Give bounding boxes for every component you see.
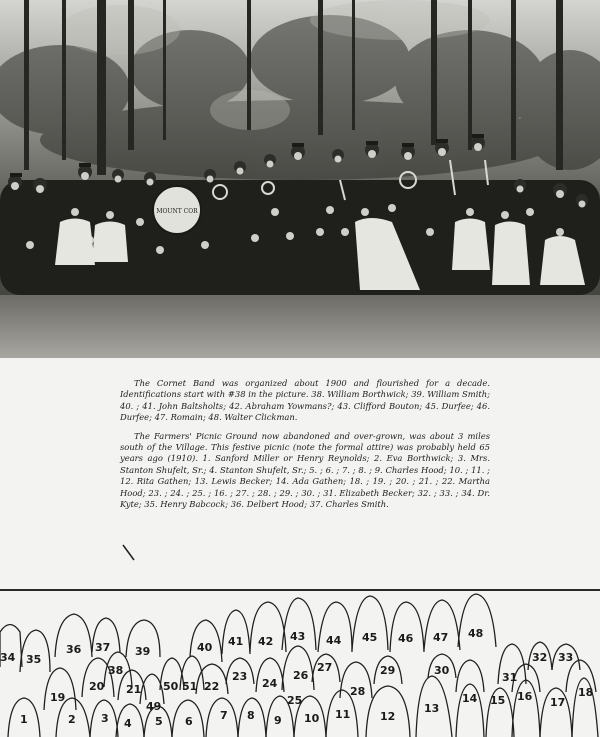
key-number-26: 26 (293, 669, 309, 682)
key-number-11: 11 (335, 708, 351, 721)
key-number-14: 14 (462, 692, 478, 705)
key-number-1: 1 (20, 713, 28, 726)
key-number-39: 39 (135, 645, 151, 658)
key-number-15: 15 (490, 694, 506, 707)
key-number-19: 19 (50, 691, 66, 704)
key-number-34: 34 (0, 651, 16, 664)
key-number-13: 13 (424, 702, 440, 715)
key-number-2: 2 (68, 713, 76, 726)
key-number-9: 9 (274, 714, 282, 727)
key-number-22: 22 (204, 680, 220, 693)
key-number-27: 27 (317, 661, 333, 674)
silhouette-key-diagram (0, 592, 600, 737)
key-number-18: 18 (578, 686, 594, 699)
key-number-36: 36 (66, 643, 82, 656)
key-number-44: 44 (326, 634, 342, 647)
key-number-23: 23 (232, 670, 248, 683)
historic-group-photograph (0, 0, 600, 358)
key-number-49: 49 (146, 700, 162, 713)
key-number-21: 21 (126, 683, 142, 696)
key-number-20: 20 (89, 680, 105, 693)
key-number-42: 42 (258, 635, 274, 648)
photo-caption (120, 378, 490, 517)
key-number-37: 37 (95, 641, 111, 654)
key-number-51: 51 (182, 680, 198, 693)
key-number-25: 25 (287, 694, 303, 707)
pen-mark (121, 543, 137, 563)
key-number-8: 8 (247, 709, 255, 722)
caption-paragraph-picnic-ground: The Farmers' Picnic Ground now abandoned and over-grown, was about 3 miles south of the Village. This festive picnic (note the formal attire) was probably held 65 years ago (1910). 1. Sanford Miller or Henry Reynolds; 2. Eva Borthwick; 3. Mrs. Stanton Shufelt, Sr.; 4. Stanton Shufelt, Sr.; 5. ; 6. ; 7. ; 8. ; 9. Charles Hood; 10. ; 11. ; 12. Rita Gathen; 13. Lewis Becker; 14. Ada Gathen; 18. ; 19. ; 20. ; 21. ; 22. Martha Hood; 23. ; 24. ; 25. ; 16. ; 27. ; 28. ; 29. ; 30. ; 31. Elizabeth Becker; 32. ; 33. ; 34. Dr. Kyte; 35. Henry Babcock; 36. Delbert Hood; 37. Charles Smith. (120, 430, 490, 510)
key-number-30: 30 (434, 664, 450, 677)
key-number-5: 5 (155, 715, 163, 728)
key-number-7: 7 (220, 709, 228, 722)
key-number-6: 6 (185, 715, 193, 728)
key-number-17: 17 (550, 696, 566, 709)
key-number-41: 41 (228, 635, 244, 648)
key-number-24: 24 (262, 677, 278, 690)
key-number-12: 12 (380, 710, 396, 723)
key-number-46: 46 (398, 632, 414, 645)
key-number-38: 38 (108, 664, 124, 677)
picnic-ground (0, 295, 600, 358)
key-number-16: 16 (517, 690, 533, 703)
silhouette-outlines (0, 594, 598, 737)
key-number-31: 31 (502, 671, 518, 684)
key-number-47: 47 (433, 631, 449, 644)
caption-paragraph-cornet-band: The Cornet Band was organized about 1900 and flourished for a decade. Identifications start with #38 in the picture. 38. William Borthwick; 39. William Smith; 40. ; 41. John Baltsholts; 42. Abraham Yowmans?; 43. Clifford Bouton; 45. Durfee; 46. Durfee; 47. Romain; 48. Walter Clickman. (120, 378, 490, 423)
key-number-48: 48 (468, 627, 484, 640)
key-number-35: 35 (26, 653, 42, 666)
key-number-45: 45 (362, 631, 378, 644)
key-number-33: 33 (558, 651, 574, 664)
key-number-40: 40 (197, 641, 213, 654)
divider-line (0, 589, 600, 591)
key-number-32: 32 (532, 651, 548, 664)
key-number-50: 50 (163, 680, 179, 693)
key-number-3: 3 (101, 712, 109, 725)
key-number-28: 28 (350, 685, 366, 698)
key-number-29: 29 (380, 664, 396, 677)
key-number-4: 4 (124, 717, 132, 730)
key-number-10: 10 (304, 712, 320, 725)
drum-lettering: MOUNT COR (156, 208, 198, 215)
key-number-43: 43 (290, 630, 306, 643)
